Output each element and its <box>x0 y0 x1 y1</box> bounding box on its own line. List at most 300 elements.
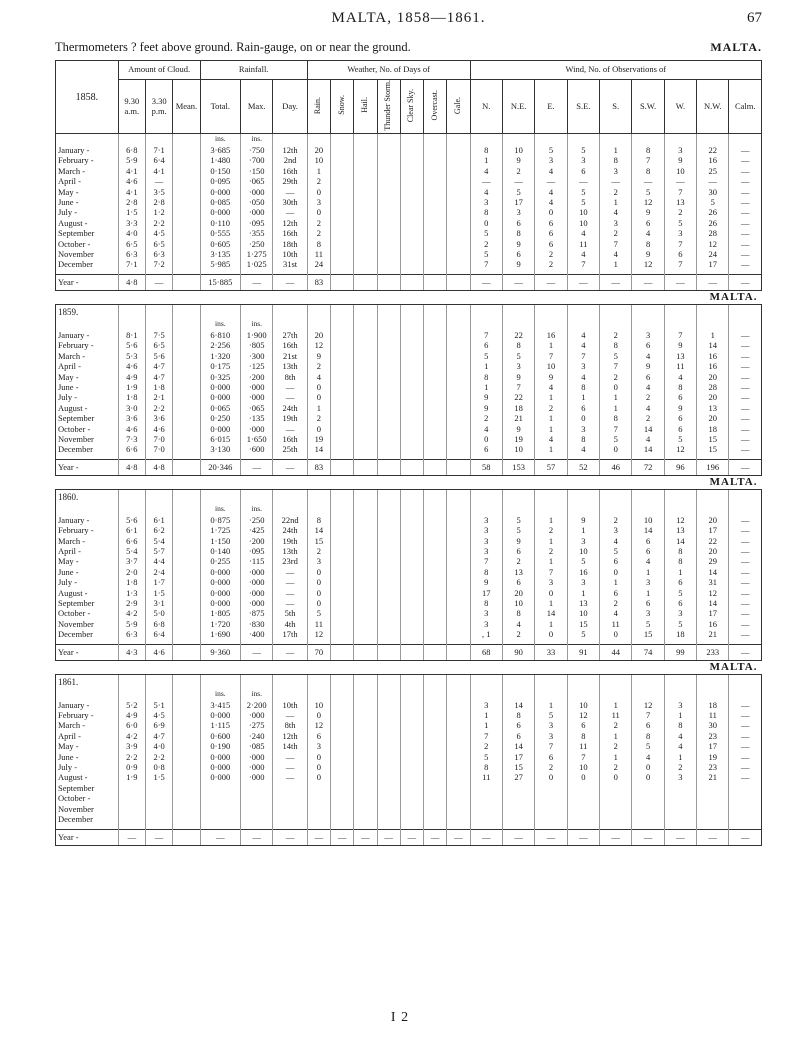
table-cell <box>377 249 400 259</box>
table-cell: — <box>729 588 762 598</box>
table-cell: 2 <box>600 187 632 197</box>
table-row <box>56 176 762 186</box>
table-cell: 4·5 <box>145 228 172 238</box>
table-cell: 18th <box>273 239 307 249</box>
table-cell: 83 <box>307 274 330 290</box>
table-cell: 4·2 <box>118 608 145 618</box>
table-cell: , 1 <box>470 629 502 639</box>
table-cell: 7 <box>567 259 599 269</box>
table-cell: 15·885 <box>200 274 240 290</box>
table-cell: 7·5 <box>145 330 172 340</box>
table-cell: — <box>729 444 762 454</box>
col-header <box>424 80 447 134</box>
table-cell: 30 <box>697 720 729 730</box>
table-cell: — <box>273 392 307 402</box>
table-cell <box>331 741 354 751</box>
table-cell: 2 <box>600 228 632 238</box>
table-cell <box>354 444 377 454</box>
table-cell: 2 <box>307 218 330 228</box>
table-cell <box>447 392 470 402</box>
table-cell: 0·8 <box>145 762 172 772</box>
table-cell <box>173 330 200 340</box>
table-cell <box>173 752 200 762</box>
table-cell: 8 <box>502 228 534 238</box>
table-cell: ·000 <box>241 710 273 720</box>
col-header-rain: Rain. <box>313 96 323 114</box>
table-cell: 2 <box>664 762 696 772</box>
table-cell <box>377 577 400 587</box>
table-cell: 1·9 <box>118 772 145 782</box>
table-cell: 26 <box>697 207 729 217</box>
table-cell <box>173 340 200 350</box>
table-cell: — <box>729 434 762 444</box>
table-cell: 0·000 <box>200 598 240 608</box>
table-cell <box>173 319 200 330</box>
table-cell <box>273 674 307 689</box>
table-cell: — <box>729 249 762 259</box>
table-row <box>56 629 762 639</box>
table-cell: 19 <box>697 752 729 762</box>
table-cell: 2 <box>535 403 567 413</box>
table-cell: — <box>729 340 762 350</box>
table-cell: — <box>377 829 400 845</box>
table-cell: 1 <box>535 392 567 402</box>
table-cell: 13 <box>567 598 599 608</box>
table-cell: 10 <box>567 762 599 772</box>
table-cell: 6·6 <box>118 444 145 454</box>
col-header: S.W. <box>632 80 664 134</box>
table-row <box>56 145 762 155</box>
table-row <box>56 351 762 361</box>
table-cell: 5 <box>567 629 599 639</box>
table-cell <box>377 372 400 382</box>
table-cell <box>447 361 470 371</box>
table-row <box>56 567 762 577</box>
table-cell: 2 <box>307 176 330 186</box>
table-cell: 22 <box>502 330 534 340</box>
table-cell <box>331 134 354 146</box>
table-cell <box>241 793 273 803</box>
table-cell: 68 <box>470 644 502 660</box>
table-cell <box>447 319 470 330</box>
table-cell: 1·8 <box>118 577 145 587</box>
table-cell <box>354 608 377 618</box>
table-cell: 16 <box>567 567 599 577</box>
table-cell: 0 <box>567 772 599 782</box>
table-cell <box>145 804 172 814</box>
table-cell: 27 <box>502 772 534 782</box>
table-cell <box>145 783 172 793</box>
table-cell <box>424 444 447 454</box>
table-cell: 0 <box>307 567 330 577</box>
table-cell <box>400 166 423 176</box>
table-cell: 0 <box>470 434 502 444</box>
table-cell: 11 <box>307 619 330 629</box>
table-cell: 3 <box>307 556 330 566</box>
table-cell <box>331 259 354 269</box>
table-cell <box>173 689 200 700</box>
table-cell: — <box>331 829 354 845</box>
table-cell: 1 <box>632 567 664 577</box>
table-cell <box>470 489 502 504</box>
table-cell <box>424 145 447 155</box>
table-cell <box>331 700 354 710</box>
table-cell: 7 <box>664 187 696 197</box>
table-cell: 0 <box>600 382 632 392</box>
table-cell: — <box>632 274 664 290</box>
table-cell: 5 <box>567 187 599 197</box>
table-cell: 17 <box>697 608 729 618</box>
table-cell: 0·250 <box>200 413 240 423</box>
table-cell <box>118 804 145 814</box>
table-cell: — <box>729 762 762 772</box>
table-cell: ·095 <box>241 546 273 556</box>
table-cell <box>354 814 377 824</box>
table-cell: 10 <box>567 546 599 556</box>
table-cell: — <box>241 644 273 660</box>
table-cell <box>173 424 200 434</box>
section-label-row <box>56 660 762 674</box>
row-label: July - <box>56 207 119 217</box>
table-cell: 18 <box>697 424 729 434</box>
table-cell: — <box>273 772 307 782</box>
table-cell: 6 <box>502 720 534 730</box>
table-cell <box>354 351 377 361</box>
table-cell <box>424 459 447 475</box>
table-cell <box>447 351 470 361</box>
table-cell <box>535 489 567 504</box>
table-cell <box>447 793 470 803</box>
table-cell <box>400 608 423 618</box>
table-cell <box>331 793 354 803</box>
table-cell <box>400 382 423 392</box>
table-cell: — <box>502 829 534 845</box>
row-label: August - <box>56 403 119 413</box>
table-cell: 10 <box>535 361 567 371</box>
table-cell <box>535 134 567 146</box>
table-cell <box>632 504 664 515</box>
table-cell <box>331 434 354 444</box>
table-cell <box>145 489 172 504</box>
table-cell <box>447 689 470 700</box>
table-cell: ·050 <box>241 197 273 207</box>
table-cell <box>273 793 307 803</box>
table-cell <box>377 489 400 504</box>
table-cell: 0·000 <box>200 762 240 772</box>
table-row <box>56 372 762 382</box>
table-cell: 14 <box>502 741 534 751</box>
running-head-title: MALTA, 1858—1861. <box>331 10 486 26</box>
table-cell <box>377 444 400 454</box>
table-cell <box>354 556 377 566</box>
table-row <box>56 187 762 197</box>
table-cell <box>729 504 762 515</box>
table-cell <box>447 741 470 751</box>
table-cell: ·000 <box>241 424 273 434</box>
table-cell <box>200 674 240 689</box>
table-cell: 5·6 <box>118 340 145 350</box>
table-cell: 1·320 <box>200 351 240 361</box>
table-cell <box>273 319 307 330</box>
table-cell: — <box>424 829 447 845</box>
table-cell <box>354 304 377 319</box>
table-cell <box>567 319 599 330</box>
table-cell <box>331 489 354 504</box>
table-cell: — <box>729 772 762 782</box>
table-cell <box>331 629 354 639</box>
table-cell <box>470 134 502 146</box>
table-cell: 2·2 <box>145 403 172 413</box>
row-label: November <box>56 249 119 259</box>
table-cell <box>424 515 447 525</box>
table-cell: — <box>729 577 762 587</box>
table-cell <box>354 155 377 165</box>
col-header <box>447 80 470 134</box>
table-cell: 0·000 <box>200 588 240 598</box>
table-cell <box>331 644 354 660</box>
table-cell: 3·6 <box>145 413 172 423</box>
table-cell <box>632 814 664 824</box>
table-cell: 16 <box>697 619 729 629</box>
table-cell <box>447 372 470 382</box>
table-row <box>56 829 762 845</box>
table-cell: ins. <box>200 319 240 330</box>
table-cell <box>400 403 423 413</box>
table-cell: 11 <box>567 741 599 751</box>
row-label: January - <box>56 515 119 525</box>
table-cell: 24 <box>307 259 330 269</box>
table-cell: 6·0 <box>118 720 145 730</box>
table-cell <box>173 274 200 290</box>
table-cell: 5 <box>632 619 664 629</box>
table-cell <box>377 382 400 392</box>
table-cell: 6 <box>664 413 696 423</box>
table-cell: 1 <box>567 392 599 402</box>
table-cell: 4·0 <box>118 228 145 238</box>
table-cell: — <box>535 274 567 290</box>
table-cell <box>173 515 200 525</box>
table-cell: 4·7 <box>145 731 172 741</box>
table-cell <box>377 424 400 434</box>
table-cell: 9 <box>632 207 664 217</box>
table-cell: 22 <box>697 145 729 155</box>
table-cell <box>424 577 447 587</box>
table-cell: 4·4 <box>145 556 172 566</box>
table-cell: 0 <box>307 392 330 402</box>
table-cell: 20 <box>697 372 729 382</box>
table-cell <box>377 340 400 350</box>
row-label: September <box>56 598 119 608</box>
table-cell: — <box>470 274 502 290</box>
table-cell <box>424 239 447 249</box>
row-label: February - <box>56 525 119 535</box>
table-cell: 14 <box>535 608 567 618</box>
table-cell <box>697 814 729 824</box>
table-cell <box>377 459 400 475</box>
col-header: 9.30 a.m. <box>118 80 145 134</box>
table-cell <box>400 700 423 710</box>
table-cell: 3 <box>664 772 696 782</box>
table-cell <box>331 504 354 515</box>
table-row <box>56 598 762 608</box>
table-cell: ·000 <box>241 762 273 772</box>
table-cell: 153 <box>502 459 534 475</box>
table-cell: 6 <box>470 444 502 454</box>
table-cell <box>424 731 447 741</box>
table-cell <box>241 814 273 824</box>
table-cell <box>470 319 502 330</box>
table-cell: 0 <box>307 187 330 197</box>
row-label: April - <box>56 731 119 741</box>
row-label: July - <box>56 577 119 587</box>
table-cell <box>354 372 377 382</box>
table-cell: 7·0 <box>145 444 172 454</box>
table-cell <box>331 239 354 249</box>
table-cell: 13 <box>664 525 696 535</box>
table-cell: ·275 <box>241 720 273 730</box>
year-row <box>56 674 762 689</box>
table-cell <box>697 689 729 700</box>
table-cell: 0 <box>600 567 632 577</box>
table-cell <box>354 515 377 525</box>
table-cell: 27th <box>273 330 307 340</box>
table-cell <box>377 351 400 361</box>
table-cell: ·000 <box>241 577 273 587</box>
table-cell <box>377 166 400 176</box>
table-cell <box>400 424 423 434</box>
row-label: May - <box>56 741 119 751</box>
table-cell: 7 <box>600 239 632 249</box>
table-cell <box>354 413 377 423</box>
row-label: April - <box>56 546 119 556</box>
table-cell <box>307 304 330 319</box>
table-cell <box>424 567 447 577</box>
table-cell: 4·6 <box>118 176 145 186</box>
row-label: May - <box>56 556 119 566</box>
table-cell: ·300 <box>241 351 273 361</box>
table-cell: — <box>632 176 664 186</box>
table-cell <box>200 489 240 504</box>
table-cell: 6·015 <box>200 434 240 444</box>
table-cell <box>118 674 145 689</box>
table-cell <box>145 674 172 689</box>
col-header: Mean. <box>173 80 200 134</box>
table-cell <box>697 674 729 689</box>
table-cell: 0 <box>307 207 330 217</box>
table-cell: 9 <box>664 403 696 413</box>
table-cell <box>664 783 696 793</box>
table-cell: 8 <box>502 340 534 350</box>
table-cell: 6·5 <box>118 239 145 249</box>
table-cell <box>424 403 447 413</box>
table-cell: 22 <box>502 392 534 402</box>
table-cell: 6 <box>664 577 696 587</box>
table-cell <box>173 731 200 741</box>
table-cell: ·200 <box>241 536 273 546</box>
table-cell: 5 <box>470 752 502 762</box>
table-cell: 4th <box>273 619 307 629</box>
table-cell: 9 <box>470 403 502 413</box>
table-cell: 3 <box>470 525 502 535</box>
table-cell <box>331 249 354 259</box>
table-cell: 9 <box>502 536 534 546</box>
table-cell <box>377 504 400 515</box>
table-cell: 22 <box>697 536 729 546</box>
table-cell <box>273 783 307 793</box>
table-cell: 8 <box>600 155 632 165</box>
table-cell: 3 <box>470 619 502 629</box>
table-cell <box>173 525 200 535</box>
table-cell <box>600 814 632 824</box>
table-cell: 13 <box>502 567 534 577</box>
table-cell: 10 <box>632 515 664 525</box>
table-cell <box>173 741 200 751</box>
table-cell <box>354 772 377 782</box>
table-cell: — <box>273 598 307 608</box>
table-cell: 7 <box>470 259 502 269</box>
table-cell <box>424 259 447 269</box>
table-cell: 3 <box>470 536 502 546</box>
table-cell: 1 <box>470 382 502 392</box>
table-row <box>56 619 762 629</box>
table-cell: 6 <box>535 228 567 238</box>
table-cell: — <box>273 382 307 392</box>
table-cell: 3 <box>535 720 567 730</box>
table-cell: — <box>729 536 762 546</box>
table-cell: — <box>729 424 762 434</box>
table-cell <box>331 424 354 434</box>
table-cell: 5·6 <box>145 351 172 361</box>
table-cell: — <box>632 829 664 845</box>
table-cell <box>56 134 119 146</box>
table-cell <box>173 608 200 618</box>
table-body <box>56 134 762 846</box>
table-cell <box>400 644 423 660</box>
col-header: N.E. <box>502 80 534 134</box>
section-label: MALTA. <box>709 660 758 673</box>
table-cell <box>424 689 447 700</box>
table-cell: 11 <box>567 239 599 249</box>
table-cell: 5 <box>470 351 502 361</box>
table-cell <box>354 629 377 639</box>
table-cell <box>447 772 470 782</box>
table-cell: 1 <box>600 145 632 155</box>
table-cell <box>447 424 470 434</box>
table-row <box>56 752 762 762</box>
table-cell: 12 <box>632 259 664 269</box>
table-cell <box>377 259 400 269</box>
table-cell: 2·200 <box>241 700 273 710</box>
table-cell: 0 <box>632 772 664 782</box>
table-cell: 1·5 <box>118 207 145 217</box>
table-cell: 1·720 <box>200 619 240 629</box>
table-cell: — <box>729 166 762 176</box>
table-cell: 6 <box>535 239 567 249</box>
table-cell: 0·605 <box>200 239 240 249</box>
table-cell: 0 <box>307 588 330 598</box>
table-cell: 2 <box>535 259 567 269</box>
table-cell: 5·7 <box>145 546 172 556</box>
table-cell <box>331 187 354 197</box>
table-cell <box>502 689 534 700</box>
table-cell: 4 <box>632 228 664 238</box>
table-cell <box>331 351 354 361</box>
table-cell: — <box>273 459 307 475</box>
table-cell: 7·0 <box>145 434 172 444</box>
table-cell: 30th <box>273 197 307 207</box>
table-cell: 5 <box>502 351 534 361</box>
table-cell <box>400 762 423 772</box>
